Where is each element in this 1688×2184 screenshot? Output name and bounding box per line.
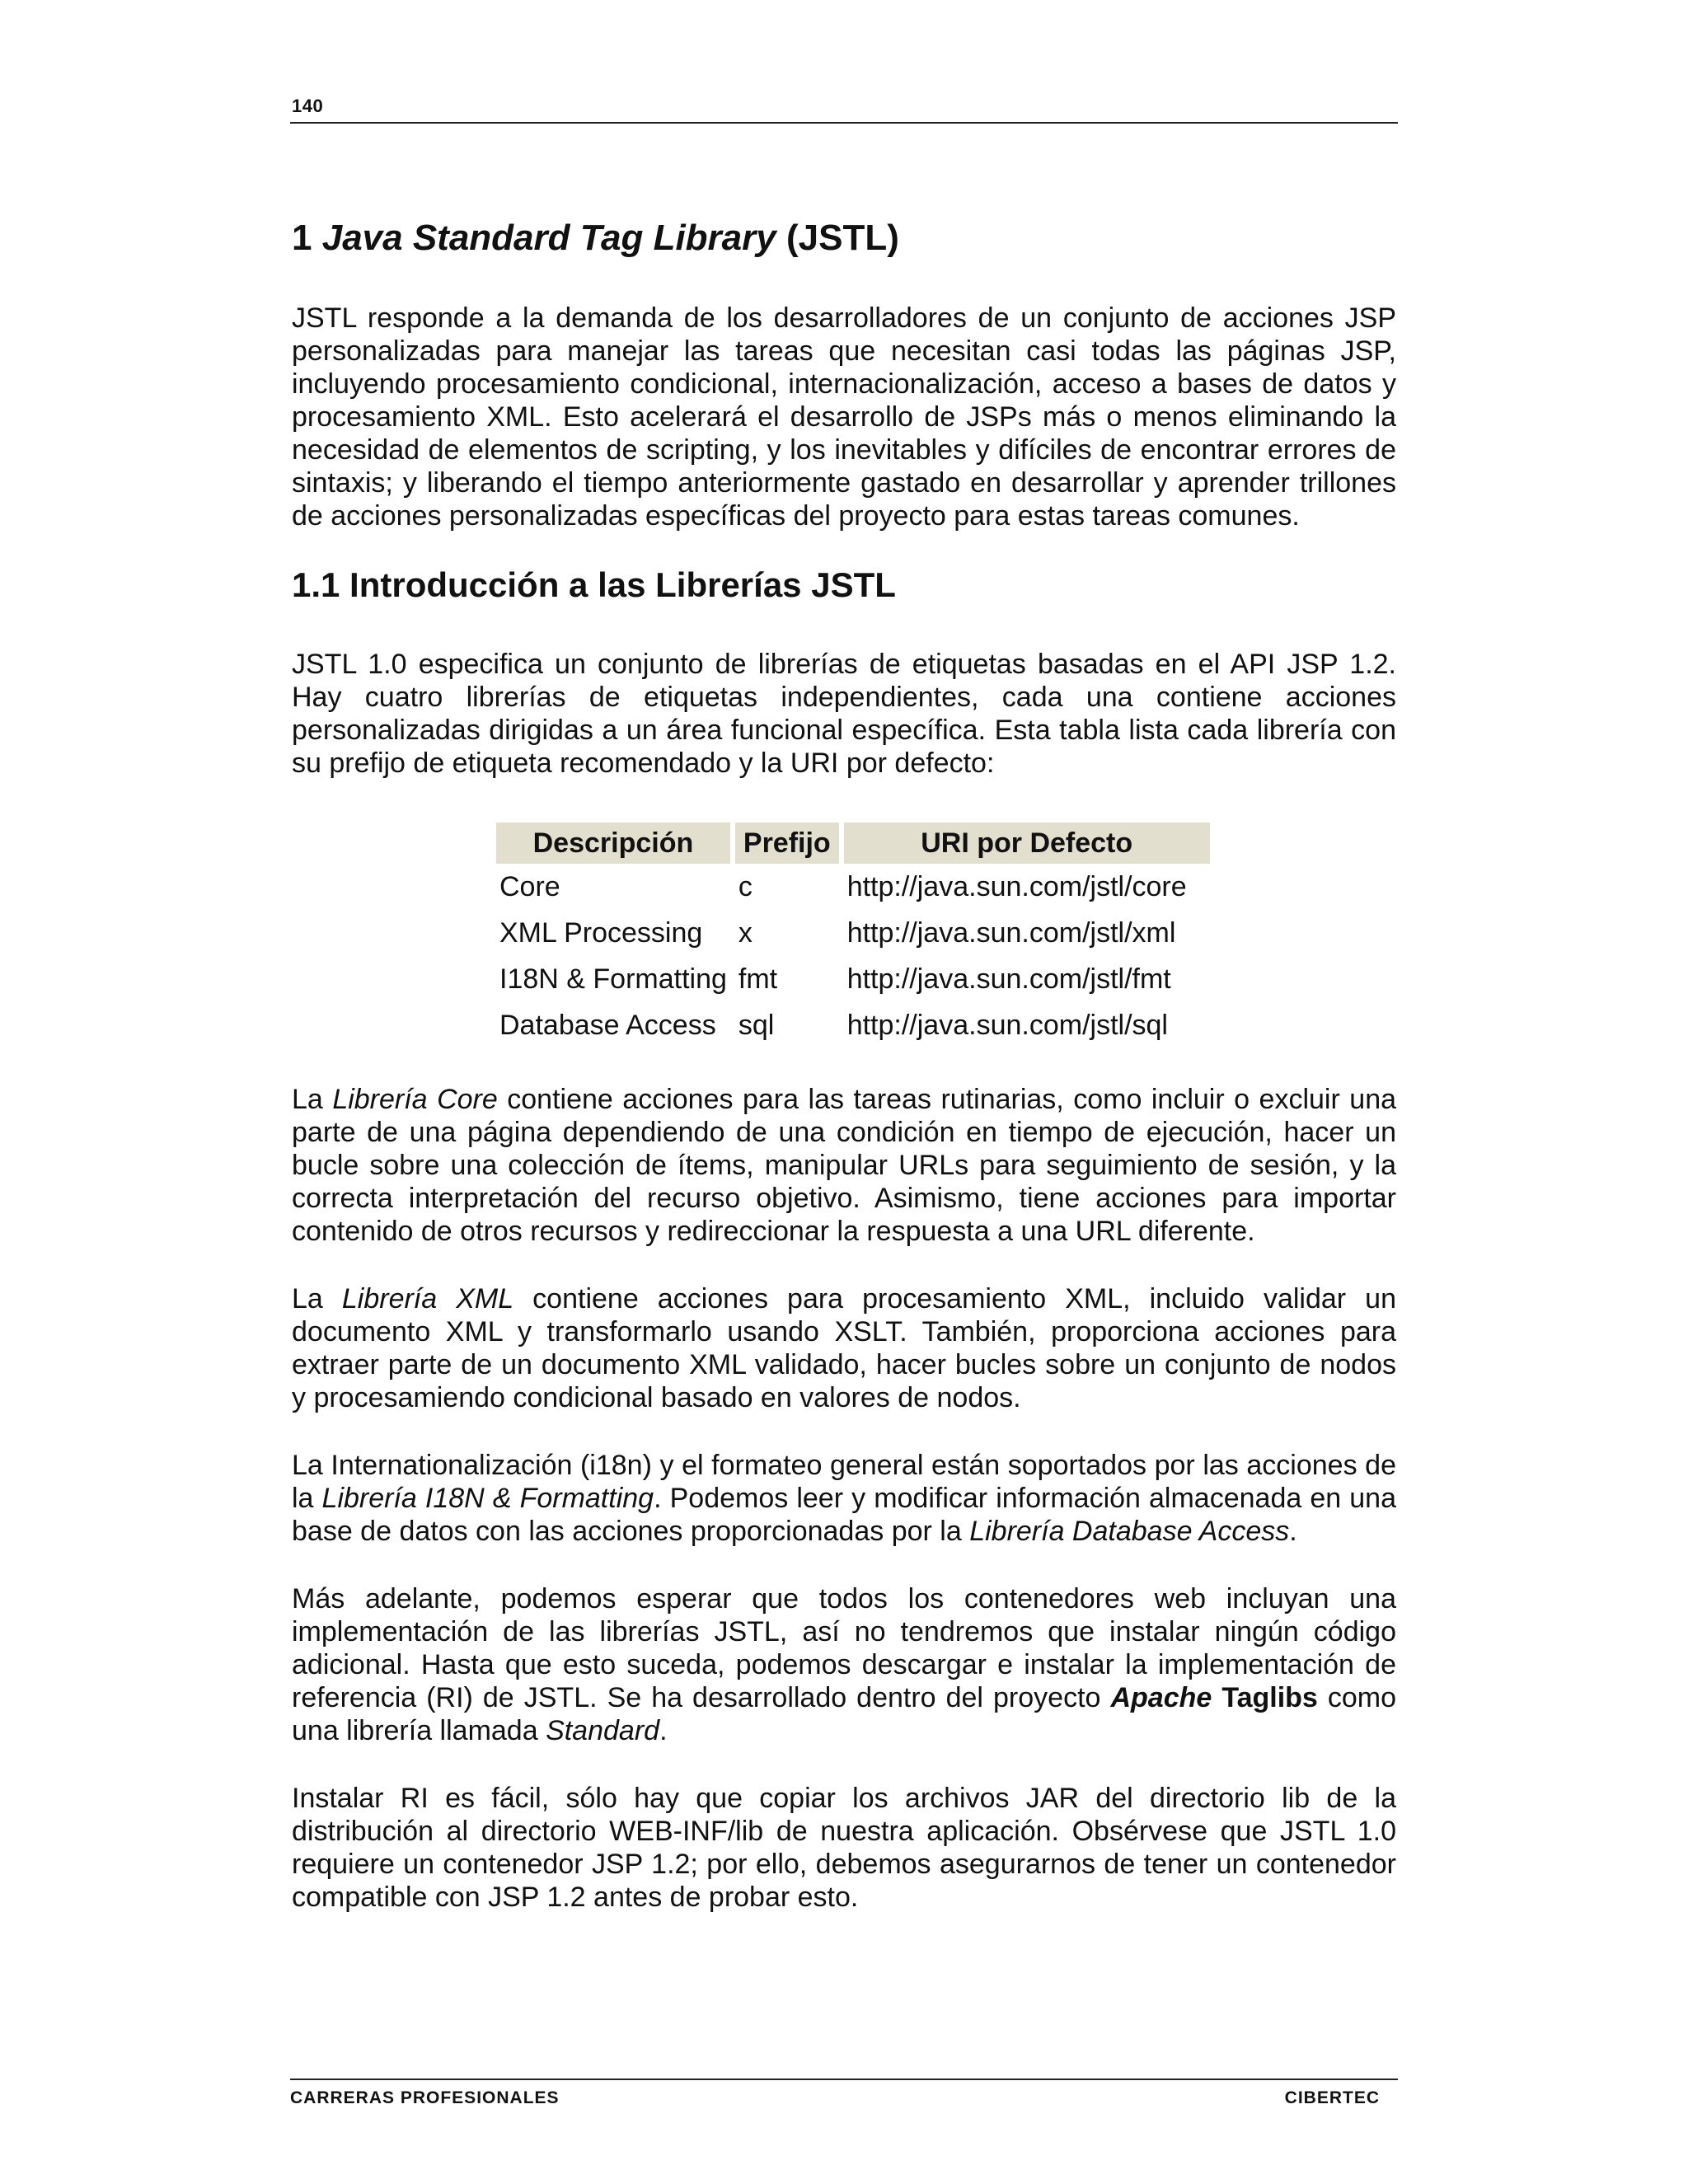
i18n-pre-text: La Internationalización (i18n) y el formateo general están soportados por las acciones de la bbox=[292, 1450, 1396, 1514]
apache-name: Apache bbox=[1110, 1682, 1212, 1713]
i18n-mid-text: . Podemos leer y modificar información almacenada en una base de datos con las acciones proporcionadas por la bbox=[292, 1483, 1396, 1547]
page-number: 140 bbox=[292, 96, 324, 116]
table-cell-prefix: c bbox=[738, 870, 753, 902]
page-header bbox=[290, 92, 1398, 124]
xml-library-paragraph bbox=[292, 1282, 1396, 1414]
section-number: 1 bbox=[292, 218, 312, 258]
standard-name: Standard bbox=[546, 1715, 660, 1746]
table-cell-description: XML Processing bbox=[499, 916, 703, 949]
table-row bbox=[496, 956, 1210, 1002]
i18n-post-text: . bbox=[1289, 1516, 1297, 1547]
table-row bbox=[496, 910, 1210, 956]
footer-left-text: CARRERAS PROFESIONALES bbox=[290, 2088, 560, 2107]
section-title-suffix: (JSTL) bbox=[785, 218, 899, 258]
xml-post-text: contiene acciones para procesamiento XML, incluido validar un documento XML y transformarlo usando XSLT. También, proporciona acciones para extraer parte de un documento XML validado, hacer bucles sobre un conjunto de nodos y procesamiendo condicional basado en valores de nodos. bbox=[292, 1283, 1396, 1413]
future-post-text: . bbox=[659, 1715, 668, 1746]
i18n-library-name: Librería I18N & Formatting bbox=[321, 1483, 654, 1514]
table-cell-prefix: x bbox=[738, 916, 753, 949]
section-title-italic: Java Standard Tag Library bbox=[321, 218, 776, 258]
table-cell-uri: http://java.sun.com/jstl/xml bbox=[846, 916, 1176, 949]
table-cell-prefix: fmt bbox=[738, 963, 778, 995]
table-header-row bbox=[496, 823, 1210, 864]
table-row bbox=[496, 1002, 1210, 1048]
future-mid-text: como una librería llamada bbox=[292, 1682, 1396, 1746]
table-cell-description: Database Access bbox=[499, 1009, 716, 1041]
table-header-uri: URI por Defecto bbox=[844, 823, 1210, 864]
library-table bbox=[491, 823, 1215, 1048]
core-library-name: Librería Core bbox=[332, 1084, 498, 1115]
future-pre-text: Más adelante, podemos esperar que todos los contenedores web incluyan una implementación de las librerías JSTL, así no tendremos que instalar ningún código adicional. Hasta que esto suceda, podemos descargar e instalar la implementación de referencia (RI) de JSTL. Se ha desarrollado dentro del proyecto bbox=[292, 1583, 1396, 1713]
future-paragraph bbox=[292, 1582, 1396, 1747]
i18n-library-paragraph bbox=[292, 1449, 1396, 1548]
xml-pre-text: La bbox=[292, 1283, 342, 1315]
core-pre-text: La bbox=[292, 1084, 333, 1115]
table-row bbox=[496, 864, 1210, 910]
footer-right-text: CIBERTEC bbox=[1284, 2088, 1380, 2107]
subsection-intro-paragraph: JSTL 1.0 especifica un conjunto de librerías de etiquetas basadas en el API JSP 1.2. Hay cuatro librerías de etiquetas independientes, cada una contiene acciones personalizadas dirigidas a un área funcional específica. Esta tabla lista cada librería con su prefijo de etiqueta recomendado y la URI por defecto: bbox=[292, 649, 1396, 779]
subsection-title: 1.1 Introducción a las Librerías JSTL bbox=[292, 565, 896, 604]
xml-library-name: Librería XML bbox=[341, 1283, 514, 1315]
database-library-name: Librería Database Access bbox=[969, 1516, 1290, 1547]
table-cell-description: Core bbox=[499, 870, 560, 902]
table-cell-prefix: sql bbox=[738, 1009, 775, 1041]
table-header-prefix: Prefijo bbox=[735, 823, 839, 864]
page-footer bbox=[290, 2079, 1398, 2113]
taglibs-name: Taglibs bbox=[1221, 1682, 1318, 1713]
table-cell-uri: http://java.sun.com/jstl/sql bbox=[846, 1009, 1168, 1041]
table-cell-uri: http://java.sun.com/jstl/core bbox=[846, 870, 1187, 902]
install-paragraph: Instalar RI es fácil, sólo hay que copiar los archivos JAR del directorio lib de la distribución al directorio WEB-INF/lib de nuestra aplicación. Obsérvese que JSTL 1.0 requiere un contenedor JSP 1.2; por ello, debemos asegurarnos de tener un contenedor compatible con JSP 1.2 antes de probar esto. bbox=[292, 1783, 1396, 1913]
table-header-description: Descripción bbox=[496, 823, 730, 864]
page-content bbox=[292, 213, 1396, 1914]
table-cell-uri: http://java.sun.com/jstl/fmt bbox=[846, 963, 1171, 995]
core-post-text: contiene acciones para las tareas rutinarias, como incluir o excluir una parte de una página dependiendo de una condición en tiempo de ejecución, hacer un bucle sobre una colección de ítems, manipular URLs para seguimiento de sesión, y la correcta interpretación del recurso objetivo. Asimismo, tiene acciones para importar contenido de otros recursos y redireccionar la respuesta a una URL diferente. bbox=[292, 1084, 1397, 1247]
section-intro-paragraph: JSTL responde a la demanda de los desarrolladores de un conjunto de acciones JSP personalizadas para manejar las tareas que necesitan casi todas las páginas JSP, incluyendo procesamiento condicional, internacionalización, acceso a bases de datos y procesamiento XML. Esto acelerará el desarrollo de JSPs más o menos eliminando la necesidad de elementos de scripting, y los inevitables y difíciles de encontrar errores de sintaxis; y liberando el tiempo anteriormente gastado en desarrollar y aprender trillones de acciones personalizadas específicas del proyecto para estas tareas comunes. bbox=[292, 302, 1396, 532]
section-title bbox=[292, 213, 1396, 264]
core-library-paragraph bbox=[292, 1083, 1396, 1248]
table-cell-description: I18N & Formatting bbox=[499, 963, 727, 995]
